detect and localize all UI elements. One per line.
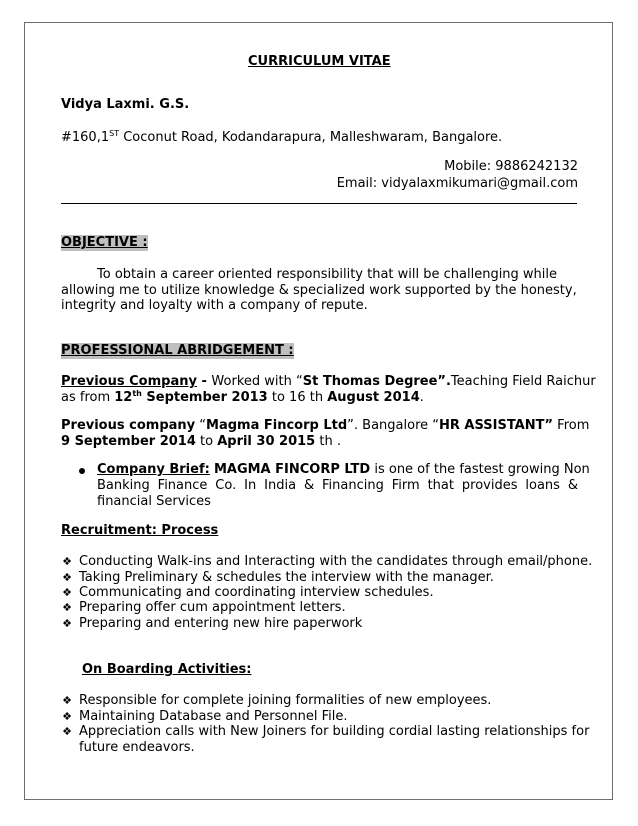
bullet-dot	[79, 468, 85, 474]
previous-company-1-line-2: as from 12th September 2013 to 16 th August 2014.	[61, 389, 424, 405]
diamond-bullet-icon: ❖	[62, 601, 72, 614]
previous-company-1-line-1: Previous Company - Worked with “St Thomas Degree”.Teaching Field Raichur	[61, 374, 596, 389]
objective-heading: OBJECTIVE :	[61, 235, 148, 250]
email-address: Email: vidyalaxmikumari@gmail.com	[336, 176, 578, 191]
list-item: Preparing and entering new hire paperwork	[79, 616, 363, 631]
diamond-bullet-icon: ❖	[62, 617, 72, 630]
abridgement-heading: PROFESSIONAL ABRIDGEMENT :	[61, 343, 294, 358]
list-item: Conducting Walk-ins and Interacting with the candidates through email/phone.	[79, 554, 593, 569]
mobile-number: Mobile: 9886242132	[444, 159, 578, 174]
candidate-name: Vidya Laxmi. G.S.	[61, 97, 190, 112]
previous-company-2-line-1: Previous company “Magma Fincorp Ltd”. Bangalore “HR ASSISTANT” From	[61, 418, 590, 433]
diamond-bullet-icon: ❖	[62, 725, 72, 738]
list-item: Communicating and coordinating interview schedules.	[79, 585, 434, 600]
diamond-bullet-icon: ❖	[62, 694, 72, 707]
job-role: HR ASSISTANT”	[439, 418, 554, 433]
diamond-bullet-icon: ❖	[62, 555, 72, 568]
list-item: Responsible for complete joining formalities of new employees.	[79, 693, 492, 708]
diamond-bullet-icon: ❖	[62, 586, 72, 599]
previous-company-name: St Thomas Degree”.	[302, 374, 451, 389]
header-divider	[61, 203, 577, 204]
document-title: CURRICULUM VITAE	[248, 54, 391, 69]
address-rest: Coconut Road, Kodandarapura, Malleshwaram, Bangalore.	[119, 130, 503, 145]
list-item-continuation: future endeavors.	[79, 740, 195, 755]
company-brief-line-2: Banking Finance Co. In India & Financing Firm that provides loans &	[97, 478, 578, 493]
previous-company-2-name: Magma Fincorp Ltd	[206, 418, 348, 433]
company-brief-label: Company Brief:	[97, 462, 210, 477]
recruitment-heading: Recruitment: Process	[61, 523, 219, 538]
address-prefix: #160,1	[61, 130, 110, 145]
list-item: Preparing offer cum appointment letters.	[79, 600, 346, 615]
list-item: Appreciation calls with New Joiners for building cordial lasting relationships for	[79, 724, 590, 739]
previous-company-label: Previous Company	[61, 374, 197, 389]
previous-company-2-label: Previous company	[61, 418, 196, 433]
list-item: Taking Preliminary & schedules the interview with the manager.	[79, 570, 494, 585]
diamond-bullet-icon: ❖	[62, 710, 72, 723]
company-brief-name: MAGMA FINCORP LTD	[213, 462, 371, 477]
list-item: Maintaining Database and Personnel File.	[79, 709, 348, 724]
objective-line-1: To obtain a career oriented responsibility that will be challenging while	[97, 267, 558, 282]
previous-company-2-line-2: 9 September 2014 to April 30 2015 th .	[61, 434, 341, 449]
onboarding-heading: On Boarding Activities:	[82, 662, 252, 677]
objective-line-3: integrity and loyalty with a company of repute.	[61, 298, 368, 313]
company-brief-line-3: financial Services	[97, 494, 211, 509]
address	[61, 130, 502, 146]
diamond-bullet-icon: ❖	[62, 571, 72, 584]
objective-line-2: allowing me to utilize knowledge & specialized work supported by the honesty,	[61, 283, 577, 298]
address-sup: ST	[109, 129, 120, 138]
company-brief-line-1: Company Brief: MAGMA FINCORP LTD is one of the fastest growing Non	[97, 462, 590, 477]
